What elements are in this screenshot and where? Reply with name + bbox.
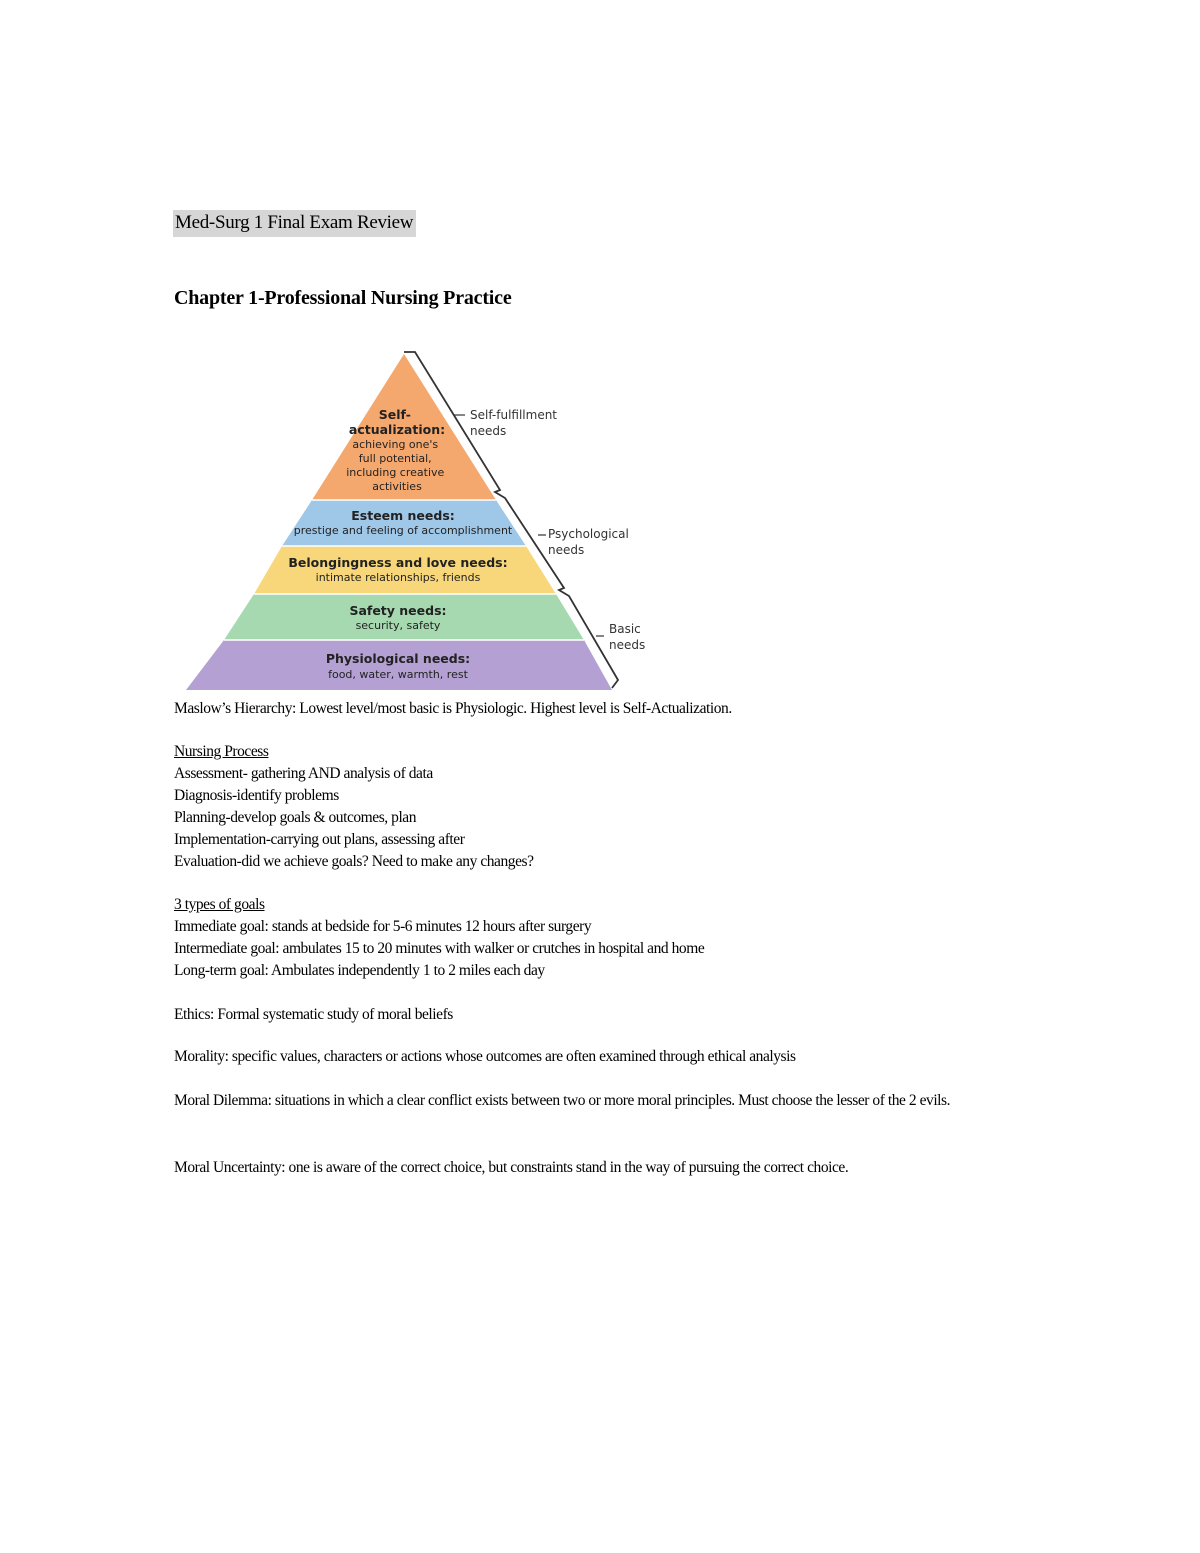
goals-section — [174, 894, 1054, 982]
nursing-process-heading: Nursing Process — [174, 743, 269, 760]
level-belonging-detail: intimate relationships, friends — [315, 571, 481, 584]
morality-definition: Morality: specific values, characters or actions whose outcomes are often examined through ethical analysis — [174, 1048, 796, 1065]
moral-dilemma-definition: Moral Dilemma: situations in which a clear conflict exists between two or more moral principles. Must choose the lesser of the 2 evils. — [174, 1092, 951, 1109]
level-esteem-detail: prestige and feeling of accomplishment — [293, 524, 513, 537]
pyramid-level-esteem — [282, 500, 526, 546]
nursing-process-section — [174, 741, 1054, 873]
level-self-actualization-heading: Self- actualization: — [348, 407, 446, 437]
maslow-caption: Maslow’s Hierarchy: Lowest level/most basic is Physiologic. Highest level is Self-Actualization. — [174, 700, 732, 717]
level-physiological-detail: food, water, warmth, rest — [328, 668, 468, 681]
nursing-process-item: Assessment- gathering AND analysis of data — [174, 765, 433, 782]
pyramid-level-belonging — [254, 546, 556, 594]
group-label-psychological: Psychological needs — [548, 527, 629, 557]
nursing-process-item: Evaluation-did we achieve goals? Need to make any changes? — [174, 853, 534, 870]
level-safety-heading: Safety needs: — [349, 603, 447, 618]
goals-heading: 3 types of goals — [174, 896, 265, 913]
nursing-process-item: Planning-develop goals & outcomes, plan — [174, 809, 417, 826]
goal-item: Intermediate goal: ambulates 15 to 20 minutes with walker or crutches in hospital and home — [174, 940, 705, 957]
level-esteem-heading: Esteem needs: — [351, 508, 455, 523]
level-safety-detail: security, safety — [355, 619, 441, 632]
level-self-actualization-detail: achieving one's full potential, including creative activities — [346, 438, 445, 493]
ethics-definition: Ethics: Formal systematic study of moral beliefs — [174, 1006, 453, 1023]
document-title: Med-Surg 1 Final Exam Review — [173, 210, 416, 237]
group-label-basic: Basic needs — [609, 622, 646, 652]
group-label-self-fulfillment: Self-fulfillment needs — [470, 408, 558, 438]
level-belonging-heading: Belongingness and love needs: — [288, 555, 508, 570]
goal-item: Long-term goal: Ambulates independently 1 to 2 miles each day — [174, 962, 545, 979]
chapter-heading: Chapter 1-Professional Nursing Practice — [174, 287, 512, 309]
nursing-process-item: Diagnosis-identify problems — [174, 787, 339, 804]
goal-item: Immediate goal: stands at bedside for 5-6 minutes 12 hours after surgery — [174, 918, 592, 935]
maslow-pyramid-svg — [172, 340, 652, 695]
maslow-pyramid-figure — [172, 340, 652, 695]
nursing-process-item: Implementation-carrying out plans, assessing after — [174, 831, 465, 848]
level-physiological-heading: Physiological needs: — [325, 651, 471, 666]
moral-uncertainty-definition: Moral Uncertainty: one is aware of the correct choice, but constraints stand in the way of pursuing the correct choice. — [174, 1159, 849, 1176]
